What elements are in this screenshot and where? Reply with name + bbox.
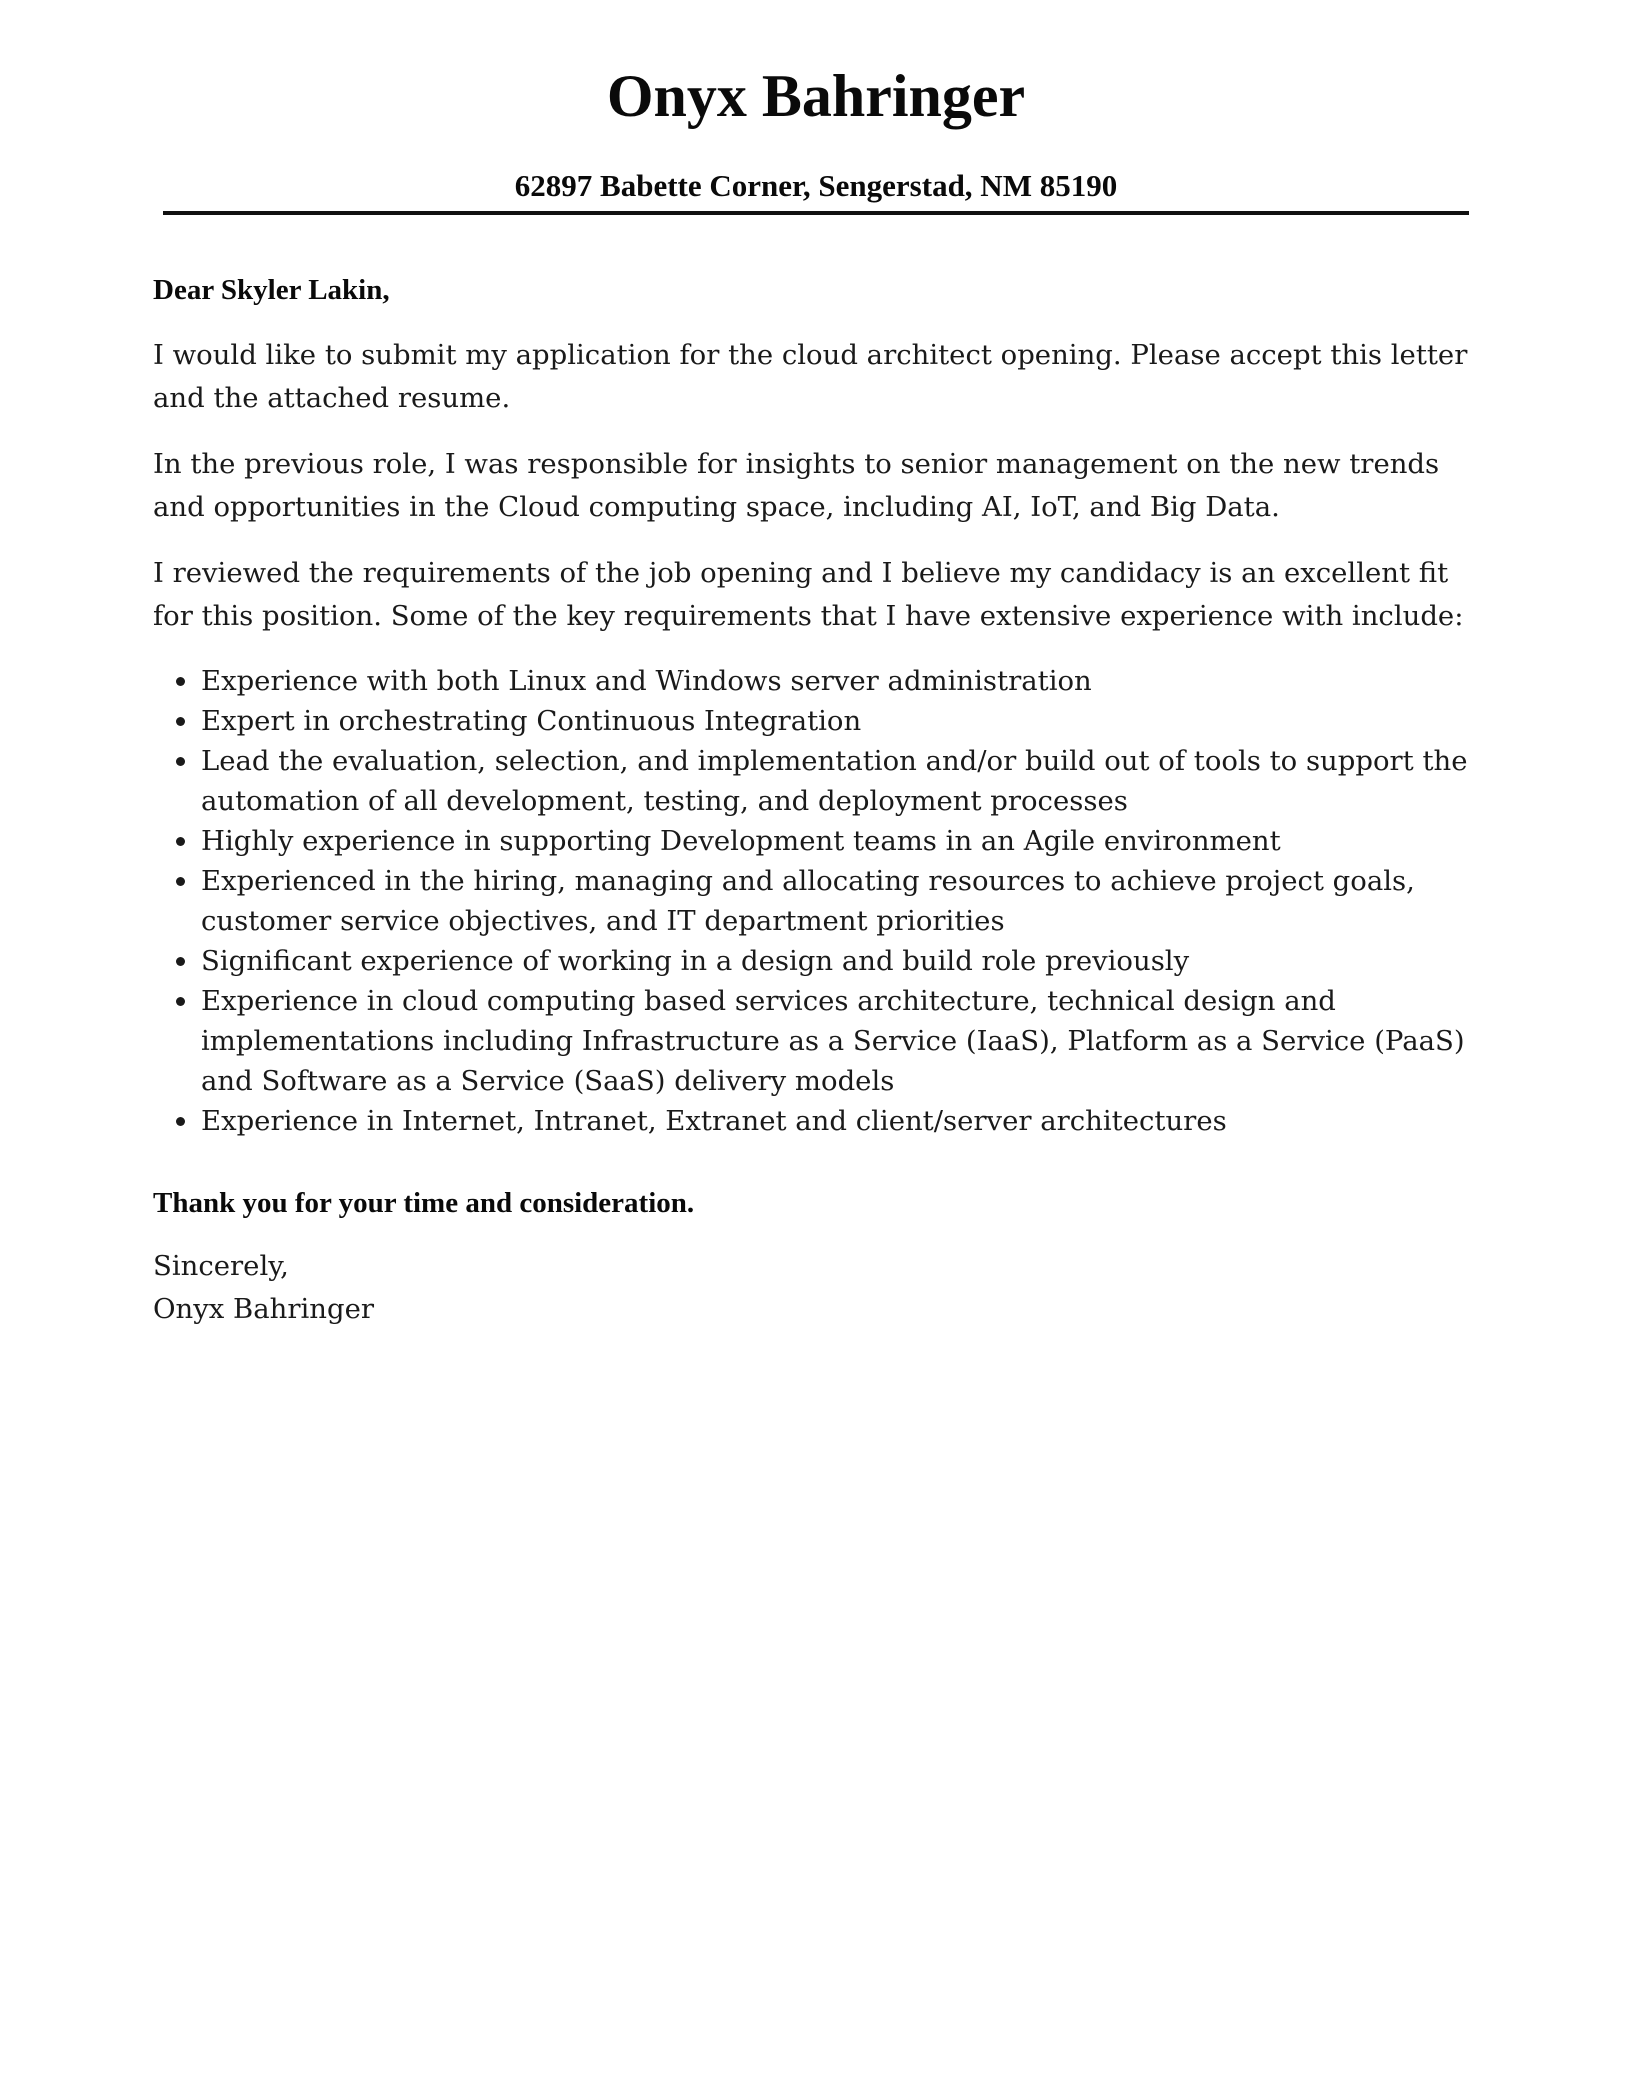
list-item: [153, 941, 1483, 981]
bullet-icon: [176, 877, 185, 886]
bullet-icon: [176, 717, 185, 726]
applicant-address: 62897 Babette Corner, Sengerstad, NM 85190: [514, 168, 1118, 203]
bullet-icon: [176, 997, 185, 1006]
header-divider: [163, 211, 1469, 215]
letter-body: [153, 268, 1483, 1331]
list-item-text: Significant experience of working in a design and build role previously: [201, 945, 1190, 977]
list-item-text: Experienced in the hiring, managing and allocating resources to achieve project goals, customer service objectives, and IT department priorities: [201, 865, 1415, 937]
list-item: [153, 821, 1483, 861]
bullet-icon: [176, 1117, 185, 1126]
list-item: [153, 661, 1483, 701]
applicant-name: Onyx Bahringer: [606, 63, 1026, 129]
experience-list: [153, 661, 1483, 1141]
signature-name: Onyx Bahringer: [153, 1293, 375, 1325]
list-item-text: Experience with both Linux and Windows server administration: [201, 665, 1092, 697]
list-item: [153, 981, 1483, 1101]
list-item-text: Experience in cloud computing based services architecture, technical design and implementations including Infrastructure as a Service (IaaS), Platform as a Service (PaaS) and Software as a Service (SaaS) delivery models: [201, 985, 1465, 1097]
list-item-text: Expert in orchestrating Continuous Integration: [201, 705, 862, 737]
list-item: [153, 1101, 1483, 1141]
paragraph-requirements: I reviewed the requirements of the job opening and I believe my candidacy is an excellent fit for this position. Some of the key requirements that I have extensive experience with include:: [153, 557, 1464, 632]
bullet-icon: [176, 837, 185, 846]
list-item: [153, 861, 1483, 941]
list-item-text: Lead the evaluation, selection, and implementation and/or build out of tools to support the automation of all development, testing, and deployment processes: [201, 745, 1468, 817]
paragraph-previous-role: In the previous role, I was responsible for insights to senior management on the new trends and opportunities in the Cloud computing space, including AI, IoT, and Big Data.: [153, 448, 1440, 523]
bullet-icon: [176, 957, 185, 966]
signoff: Sincerely,: [153, 1250, 289, 1282]
list-item-text: Experience in Internet, Intranet, Extranet and client/server architectures: [201, 1105, 1227, 1137]
list-item: [153, 741, 1483, 821]
closing-line: Thank you for your time and consideration.: [153, 1187, 695, 1219]
list-item: [153, 701, 1483, 741]
salutation: Dear Skyler Lakin,: [153, 274, 390, 306]
bullet-icon: [176, 757, 185, 766]
paragraph-intro: I would like to submit my application for the cloud architect opening. Please accept this letter and the attached resume.: [153, 339, 1468, 414]
list-item-text: Highly experience in supporting Development teams in an Agile environment: [201, 825, 1281, 857]
bullet-icon: [176, 677, 185, 686]
